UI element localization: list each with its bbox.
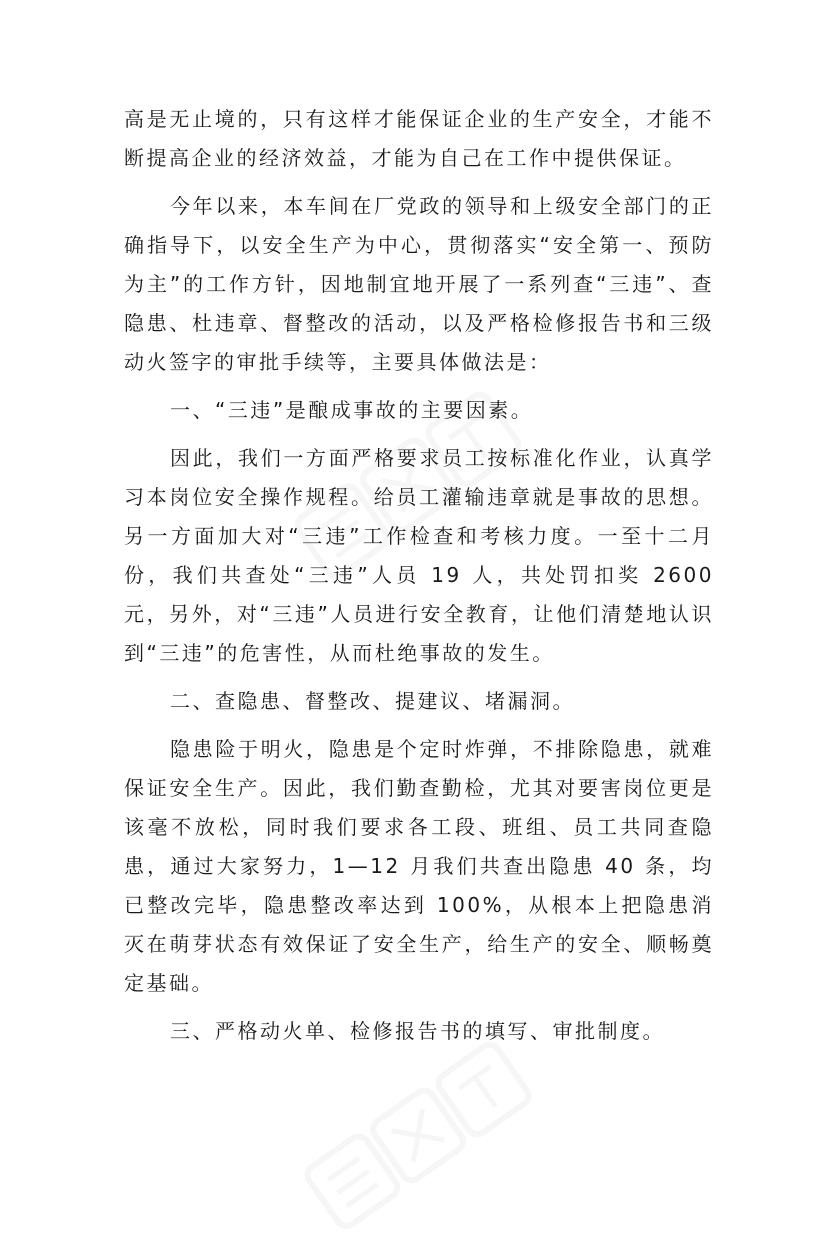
paragraph-intro: 今年以来，本车间在厂党政的领导和上级安全部门的正确指导下，以安全生产为中心，贯彻落实“安全第一、预防为主”的工作方针，因地制宜地开展了一系列查“三违”、查隐患、杜违章、督整改的活动，以及严格检修报告书和三级动火签字的审批手续等，主要具体做法是： — [124, 194, 714, 374]
watermark-logo-icon — [287, 1022, 552, 1258]
paragraph-section-1: 因此，我们一方面严格要求员工按标准化作业，认真学习本岗位安全操作规程。给员工灌输违章就是事故的思想。另一方面加大对“三违”工作检查和考核力度。一至十二月份，我们共查处“三违”人员 19 人，共处罚扣奖 2600 元，另外，对“三违”人员进行安全教育，让他们清楚地认识到“三违”的危害性，从而杜绝事故的发生。 — [124, 446, 714, 665]
paragraph-continued: 高是无止境的，只有这样才能保证企业的生产安全，才能不断提高企业的经济效益，才能为自己在工作中提供保证。 — [124, 107, 714, 170]
section-heading-1: 一、“三违”是酿成事故的主要因素。 — [170, 398, 534, 422]
section-heading-3: 三、严格动火单、检修报告书的填写、审批制度。 — [170, 1019, 665, 1043]
document-body — [124, 100, 714, 1051]
section-heading-2: 二、查隐患、督整改、提建议、堵漏洞。 — [170, 689, 575, 713]
paragraph-section-2: 隐患险于明火，隐患是个定时炸弹，不排除隐患，就难保证安全生产。因此，我们勤查勤检，尤其对要害岗位更是该毫不放松，同时我们要求各工段、班组、员工共同查隐患，通过大家努力，1—12 月我们共查出隐患 40 条，均已整改完毕，隐患整改率达到 100%，从根本上把隐患消灭在萌芽状态有效保证了安全生产，给生产的安全、顺畅奠定基础。 — [124, 737, 714, 995]
